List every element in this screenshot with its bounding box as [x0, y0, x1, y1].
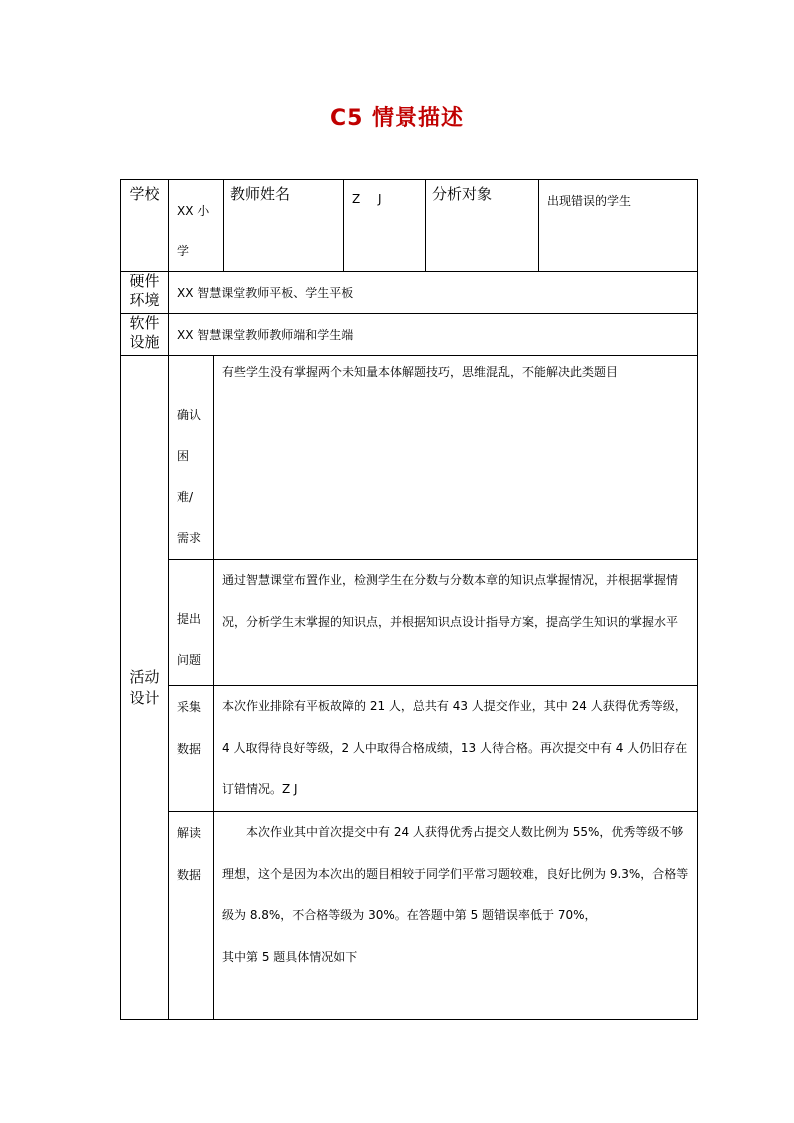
activity-row-label: 确认困难/需求 — [169, 356, 214, 560]
teacher-label: 教师姓名 — [224, 180, 344, 272]
activity-row-content — [214, 812, 698, 1020]
activity-row-content: 通过智慧课堂布置作业，检测学生在分数与分数本章的知识点掌握情况，并根据掌握情况，分析学生末掌握的知识点，并根据知识点设计指导方案，提高学生知识的掌握水平 — [214, 560, 698, 686]
scenario-table — [120, 179, 698, 1020]
interpret-paragraph: 本次作业其中首次提交中有 24 人获得优秀占提交人数比例为 55%，优秀等级不够理想，这个是因为本次出的题目相较于同学们平常习题较难，良好比例为 9.3%，合格等级为 8.8%，不合格等级为 30%。在答题中第 5 题错误率低于 70%， — [222, 825, 689, 922]
target-value: 出现错误的学生 — [539, 180, 698, 272]
target-label: 分析对象 — [426, 180, 539, 272]
interpret-followup: 其中第 5 题具体情况如下 — [222, 949, 358, 964]
school-label: 学校 — [121, 180, 169, 272]
software-value: XX 智慧课堂教师教师端和学生端 — [169, 314, 698, 356]
activity-row-content: 本次作业排除有平板故障的 21 人，总共有 43 人提交作业，其中 24 人获得优秀等级，4 人取得待良好等级，2 人中取得合格成绩，13 人待合格。再次提交中有 4 人仍旧存在订错情况。Z J — [214, 686, 698, 812]
hardware-label: 硬件环境 — [121, 272, 169, 314]
page-title: C5 情景描述 — [329, 106, 465, 131]
school-value: XX 小学 — [169, 180, 224, 272]
activity-row-label: 解读数据 — [169, 812, 214, 1020]
teacher-value: Z J — [344, 180, 426, 272]
activity-row-label: 提出问题 — [169, 560, 214, 686]
activity-label: 活动设计 — [121, 356, 169, 1020]
software-label: 软件设施 — [121, 314, 169, 356]
activity-row-label: 采集数据 — [169, 686, 214, 812]
activity-row-content: 有些学生没有掌握两个未知量本体解题技巧，思维混乱，不能解决此类题目 — [214, 356, 698, 560]
hardware-value: XX 智慧课堂教师平板、学生平板 — [169, 272, 698, 314]
